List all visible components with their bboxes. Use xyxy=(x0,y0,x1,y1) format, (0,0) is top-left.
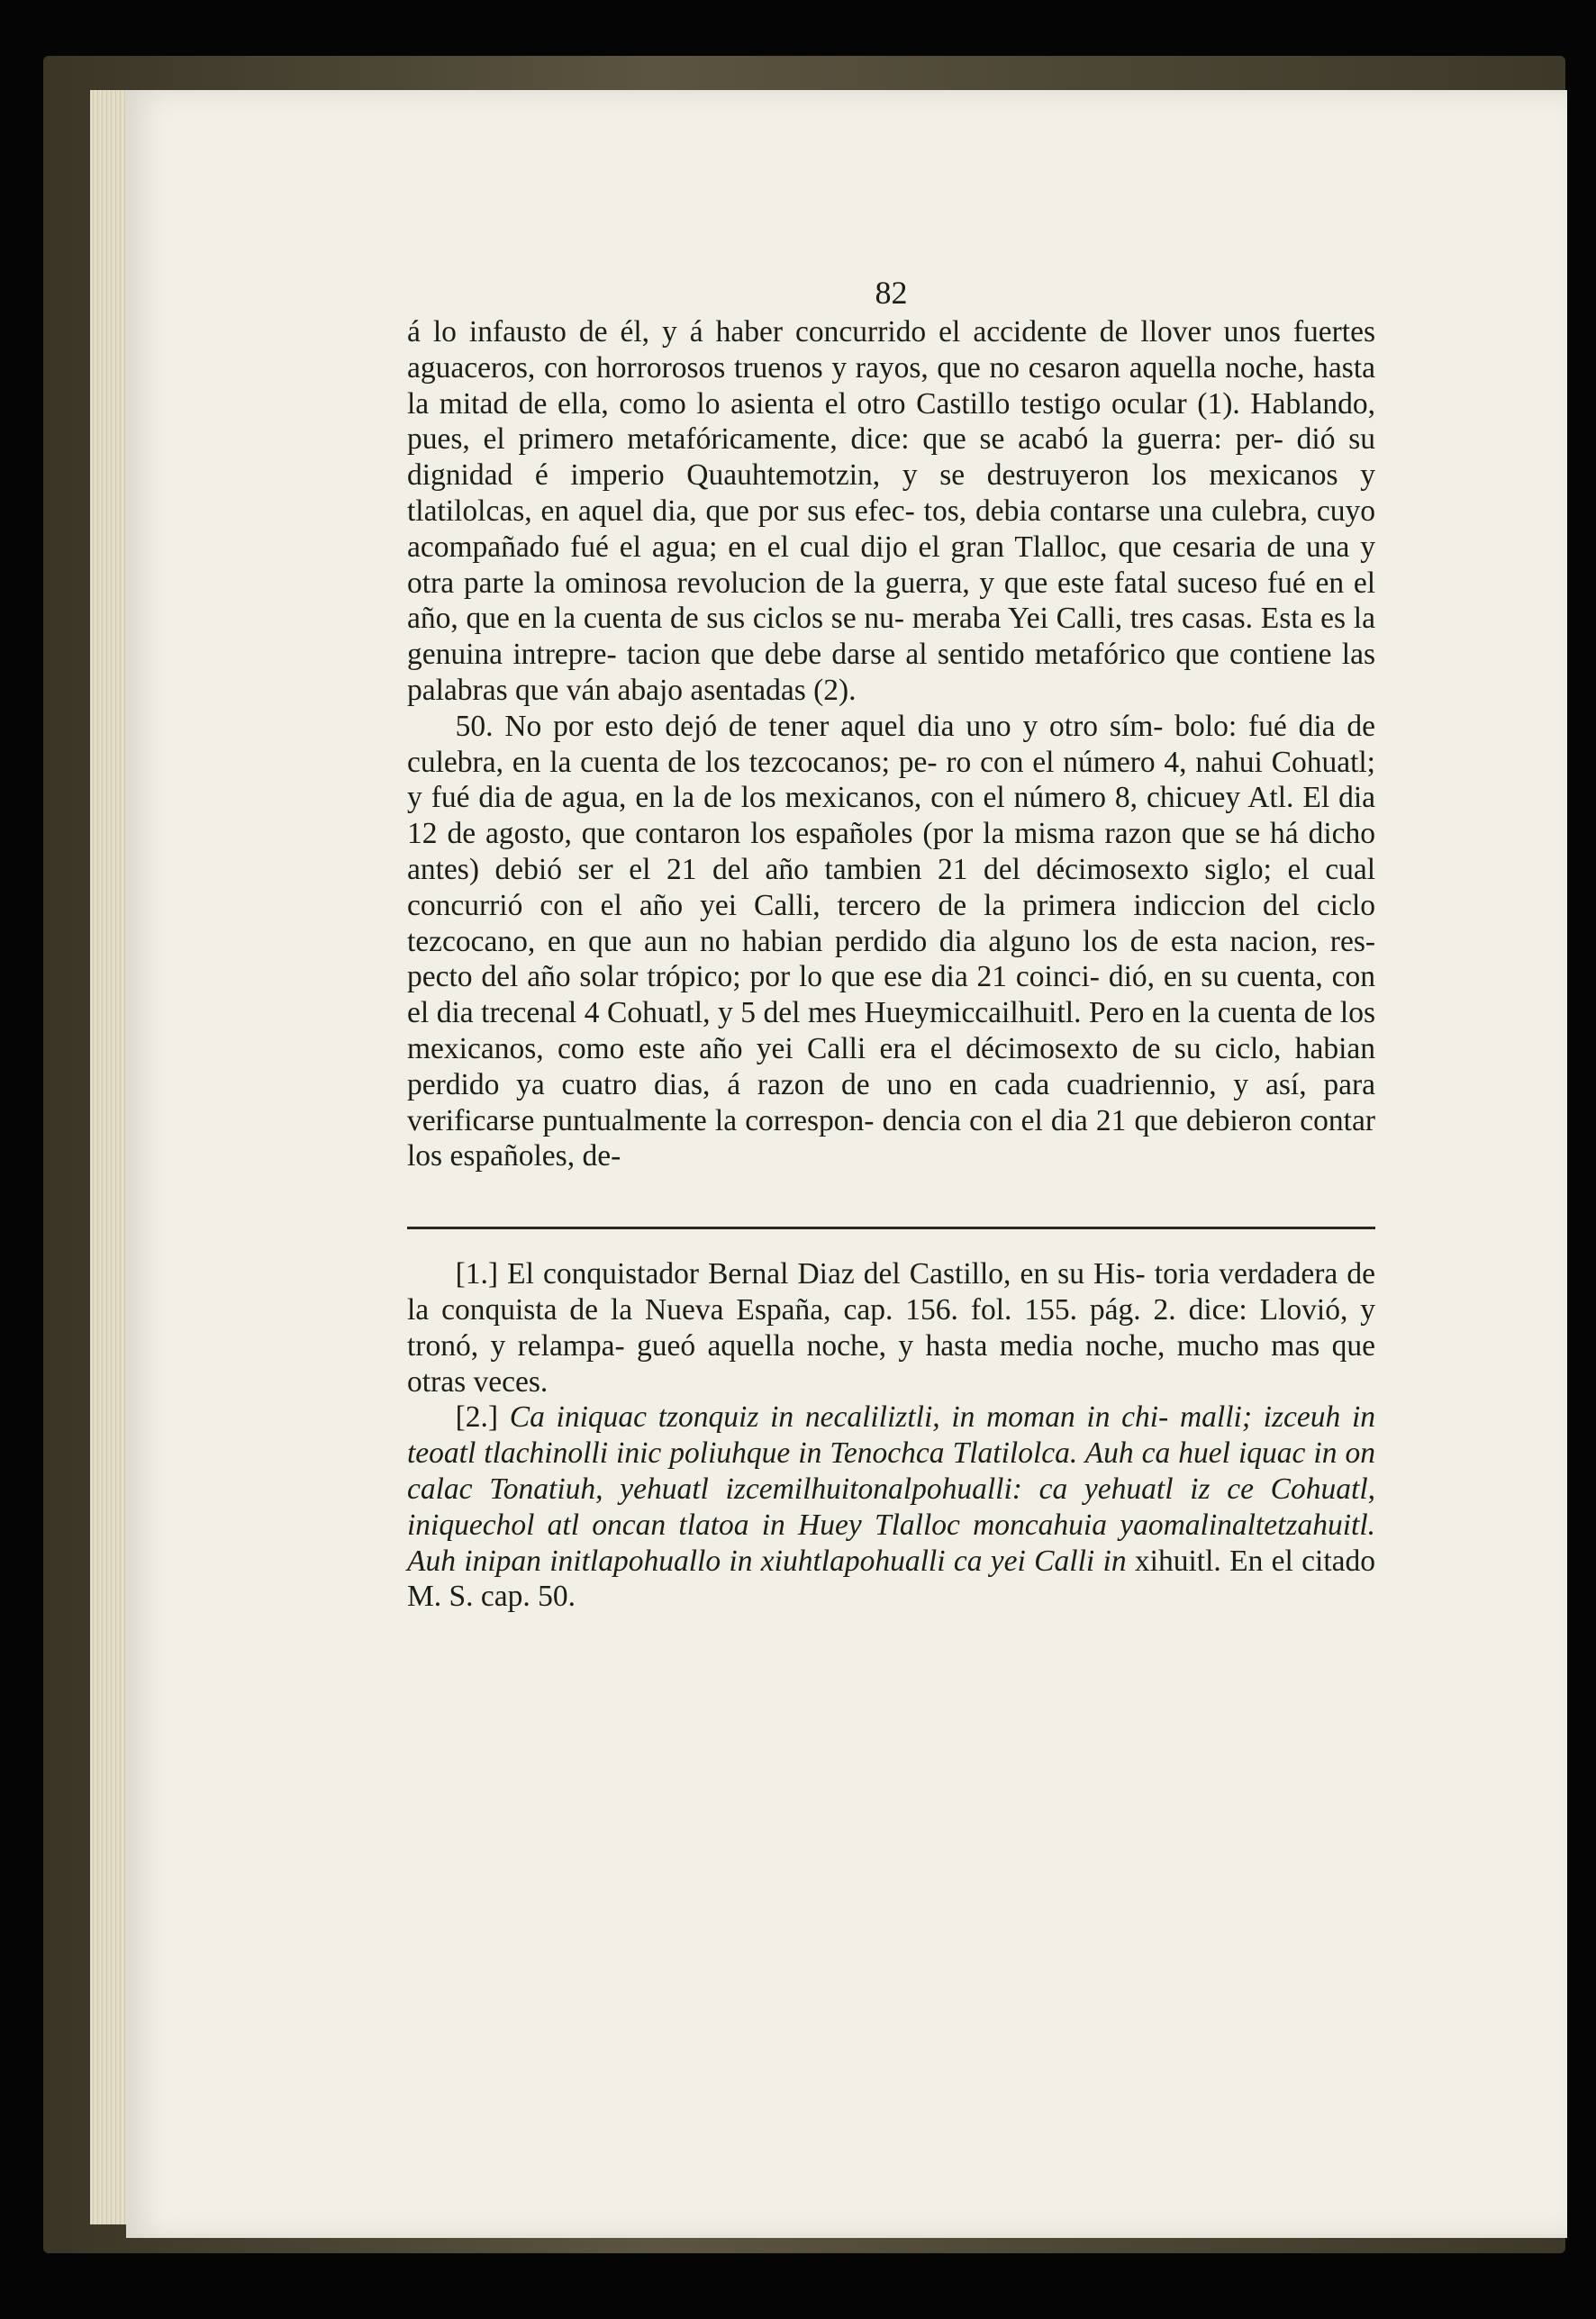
body-line: aun no habian perdido dia alguno los de esta nacion, res- xyxy=(644,924,1376,958)
footnote-line: Tlatilolca. Auh ca huel iquac in on calac Tonatiuh, yehuatl xyxy=(407,1436,1375,1506)
body-line: pecto del año solar trópico; por lo que ese dia 21 coinci- xyxy=(407,960,1100,994)
body-line: palabras que ván abajo asentadas (2). xyxy=(407,673,857,707)
footnote-1 xyxy=(407,1256,1375,1400)
body-line: décimosexto siglo; el cual concurrió con el año yei Calli, xyxy=(407,852,1375,922)
body-line: parte la ominosa revolucion de la guerra, y que este fatal xyxy=(463,566,1168,600)
body-line: cuadriennio, y así, para verificarse puntualmente la correspon- xyxy=(407,1067,1376,1137)
body-line: se há dicho antes) debió ser el 21 del año tambien 21 del xyxy=(407,817,1376,886)
footnote-marker: [1.] xyxy=(455,1257,499,1291)
body-line: la de los mexicanos, con el número 8, chicuey Atl. El dia 12 xyxy=(407,781,1375,851)
body-line: unos fuertes aguaceros, con horrorosos truenos y rayos, que xyxy=(407,315,1376,385)
page-text xyxy=(407,275,1375,1615)
body-line: ro con el número 4, nahui Cohuatl; y fué dia de agua, en xyxy=(407,745,1375,815)
footnote-line: oncan tlatoa in Huey Tlalloc moncahuia yaomalinaltetzahuitl. xyxy=(592,1508,1376,1542)
footnote-line: malli; izceuh in teoatl tlachinolli inic poliuhque in Tenochca xyxy=(407,1400,1376,1471)
footnote-line: gueó aquella noche, y hasta media noche, mucho mas que xyxy=(637,1328,1375,1363)
body-line: tercero de la primera indiccion del ciclo tezcocano, en que xyxy=(407,888,1376,958)
body-line: de agosto, que contaron los españoles (por la misma razon que xyxy=(447,817,1226,851)
body-line: suceso fué en el año, que en la cuenta de sus ciclos se nu- xyxy=(407,566,1376,636)
body-line: como este año yei Calli era el décimosexto de su ciclo, xyxy=(557,1031,1282,1065)
footnote-divider xyxy=(407,1227,1375,1229)
footnote-2 xyxy=(407,1400,1375,1615)
body-text xyxy=(407,314,1375,1174)
body-line: mes Hueymiccailhuitl. Pero en la cuenta de los mexicanos, xyxy=(407,996,1375,1065)
paragraph-1 xyxy=(407,314,1375,709)
footnotes xyxy=(407,1256,1375,1615)
footnote-line: xihuitl. En el citado M. S. cap. 50. xyxy=(407,1544,1376,1614)
footnote-line: toria verdadera de la conquista de la Nueva España, cap. xyxy=(407,1257,1375,1327)
body-line: dió su dignidad é imperio Quauhtemotzin, y se destruyeron xyxy=(407,422,1375,493)
body-line: dió, en su cuenta, con el dia trecenal 4 Cohuatl, y 5 del xyxy=(407,960,1376,1030)
body-line: los mexicanos y tlatilolcas, en aquel dia, que por sus efec- xyxy=(407,458,1375,528)
body-line: dencia con el dia 21 que debieron contar los españoles, de- xyxy=(407,1103,1376,1173)
body-line: primero metafóricamente, dice: que se acabó la guerra: per- xyxy=(518,422,1283,457)
body-line: bolo: fué dia de culebra, en la cuenta de los tezcocanos; pe- xyxy=(407,709,1376,779)
body-line: asienta el otro Castillo testigo ocular (1). Hablando, pues, el xyxy=(407,386,1375,457)
footnote-line: Auh inipan initlapohuallo in xiuhtlapohualli ca yei Calli in xyxy=(407,1544,1127,1578)
body-line: tos, debia contarse una culebra, cuyo acompañado fué el agua; xyxy=(407,494,1375,564)
footnote-line: 156. fol. 155. pág. 2. dice: Llovió, y tronó, y relampa- xyxy=(407,1292,1376,1363)
footnote-line: otras veces. xyxy=(407,1364,549,1399)
page-number: 82 xyxy=(875,275,908,311)
footnote-line: Ca iniquac tzonquiz in necaliliztli, in moman in chi- xyxy=(509,1400,1169,1435)
footnote-marker: [2.] xyxy=(455,1400,499,1435)
body-line: en el cual dijo el gran Tlalloc, que cesaria de una y otra xyxy=(407,530,1376,600)
body-line: meraba Yei Calli, tres casas. Esta es la genuina intrepre- xyxy=(407,602,1375,672)
body-line: no cesaron aquella noche, hasta la mitad de ella, como lo xyxy=(407,350,1375,421)
footnote-line: izcemilhuitonalpohualli: ca yehuatl iz ce Cohuatl, iniquechol atl xyxy=(407,1472,1376,1542)
body-line: tacion que debe darse al sentido metafórico que contiene las xyxy=(627,638,1376,672)
body-line: habian perdido ya cuatro dias, á razon de uno en cada xyxy=(407,1031,1376,1101)
paragraph-50 xyxy=(407,709,1375,1174)
body-line: 50. No por esto dejó de tener aquel dia uno y otro sím- xyxy=(455,709,1164,743)
body-line: á lo infausto de él, y á haber concurrido el accidente de llover xyxy=(407,315,1211,349)
footnote-line: El conquistador Bernal Diaz del Castillo, en su His- xyxy=(507,1257,1146,1291)
